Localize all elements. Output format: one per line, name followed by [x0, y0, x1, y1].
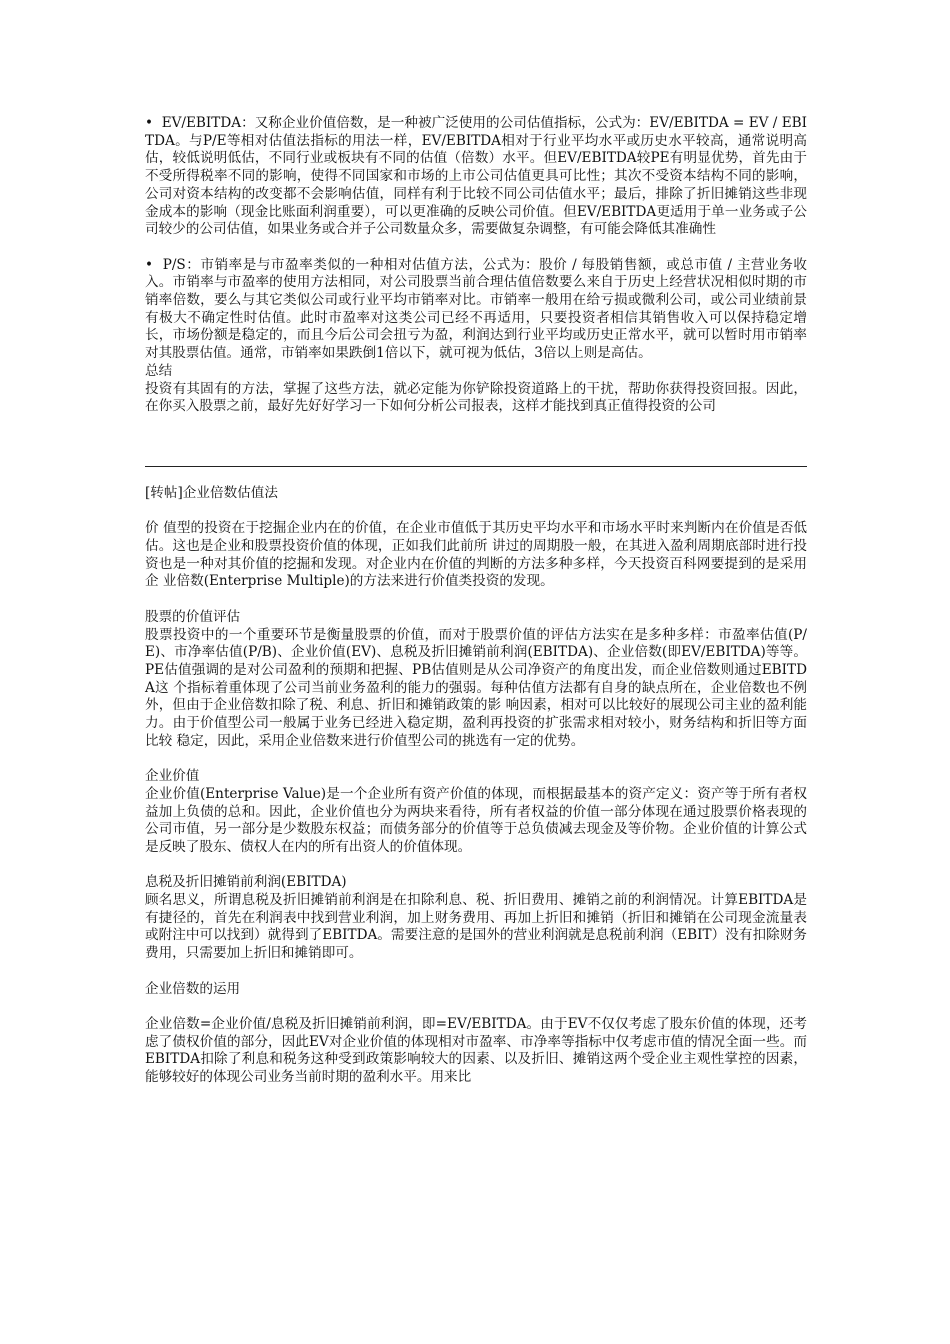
section-heading-enterprise-value: 企业价值 — [145, 768, 200, 785]
section-body-enterprise-value: 企业价值(Enterprise Value)是一个企业所有资产价值的体现，而根据最基本的资产定义：资产等于所有者权益加上负债的总和。因此，企业价值也分为两块来看待，所有者权益的价值一部分体现在通过股票价格表现的公司市值，另一部分是少数股东权益；而债务部分的价值等于总负债减去现金及等价物。企业价值的计算公式是反映了股东、债权人在内的所有出资人的价值体现。 — [145, 785, 807, 855]
section-heading-ebitda: 息税及折旧摊销前利润(EBITDA) — [145, 874, 347, 891]
section-heading-stock-valuation: 股票的价值评估 — [145, 608, 241, 625]
section-body-stock-valuation: 股票投资中的一个重要环节是衡量股票的价值，而对于股票价值的评估方法实在是多种多样：市盈率估值(P/E)、市净率估值(P/B)、企业价值(EV)、息税及折旧摊销前利润(EBITDA)、企业倍数(即EV/EBITDA)等等。PE估值强调的是对公司盈利的预期和把握、PB估值则是从公司净资产的角度出发，而企业倍数则通过EBITDA这 个指标着重体现了公司当前业务盈利的能力的强弱。每种估值方法都有自身的缺点所在，企业倍数也不例外，但由于企业倍数扣除了税、利息、折旧和摊销政策的影 响因素，相对可以比较好的展现公司主业的盈利能力。由于价值型公司一般属于业务已经进入稳定期，盈利再投资的扩张需求相对较小，财务结构和折旧等方面比较 稳定，因此，采用企业倍数来进行价值型公司的挑选有一定的优势。 — [145, 626, 807, 749]
article-title: [转帖]企业倍数估值法 — [145, 484, 278, 501]
summary-title: 总结 — [145, 362, 173, 379]
article-intro: 价 值型的投资在于挖掘企业内在的价值，在企业市值低于其历史平均水平和市场水平时来判断内在价值是否低估。这也是企业和股票投资价值的体现，正如我们此前所 讲过的周期股一般，在其进入盈利周期底部时进行投资也是一种对其价值的挖掘和发现。对企业内在价值的判断的方法多种多样，今天投资百科网要提到的是采用企 业倍数(Enterprise Multiple)的方法来进行价值类投资的发现。 — [145, 520, 807, 590]
summary-body: 投资有其固有的方法，掌握了这些方法，就必定能为你铲除投资道路上的干扰，帮助你获得投资回报。因此，在你买入股票之前，最好先好好学习一下如何分析公司报表，这样才能找到真正值得投资的公司 — [145, 380, 807, 415]
section-divider — [145, 466, 807, 467]
document-page — [145, 115, 807, 1087]
section-body-multiple-usage: 企业倍数=企业价值/息税及折旧摊销前利润，即=EV/EBITDA。由于EV不仅仅考虑了股东价值的体现，还考虑了债权价值的部分，因此EV对企业价值的体现相对市盈率、市净率等指标中仅考虑市值的情况全面一些。而EBITDA扣除了利息和税务这种受到政策影响较大的因素、以及折旧、摊销这两个受企业主观性掌控的因素，能够较好的体现公司业务当前时期的盈利水平。用来比 — [145, 1015, 807, 1086]
bullet-ev-ebitda: • EV/EBITDA：又称企业价值倍数，是一种被广泛使用的公司估值指标，公式为：EV/EBITDA = EV / EBITDA。与P/E等相对估值法指标的用法一样，EV/EBITDA相对于行业平均水平或历史水平较高，通常说明高估，较低说明低估，不同行业或板块有不同的估值（倍数）水平。但EV/EBITDA较PE有明显优势，首先由于不受所得税率不同的影响，使得不同国家和市场的上市公司估值更具可比性；其次不受资本结构不同的影响，公司对资本结构的改变都不会影响估值，同样有利于比较不同公司估值水平；最后，排除了折旧摊销这些非现金成本的影响（现金比账面利润重要），可以更准确的反映公司价值。但EV/EBITDA更适用于单一业务或子公司较少的公司估值，如果业务或合并子公司数量众多，需要做复杂调整，有可能会降低其准确性 — [145, 115, 807, 239]
section-heading-multiple-usage: 企业倍数的运用 — [145, 980, 241, 997]
section-body-ebitda: 顾名思义，所谓息税及折旧摊销前利润是在扣除利息、税、折旧费用、摊销之前的利润情况。计算EBITDA是有捷径的，首先在利润表中找到营业利润，加上财务费用、再加上折旧和摊销（折旧和摊销在公司现金流量表或附注中可以找到）就得到了EBITDA。需要注意的是国外的营业利润就是息税前利润（EBIT）没有扣除财务费用，只需要加上折旧和摊销即可。 — [145, 892, 807, 962]
bullet-ps: • P/S：市销率是与市盈率类似的一种相对估值方法，公式为：股价 / 每股销售额，或总市值 / 主营业务收入。市销率与市盈率的使用方法相同，对公司股票当前合理估值倍数要么来自于历史上经营状况相似时期的市销率倍数，要么与其它类似公司或行业平均市销率对比。市销率一般用在给亏损或微利公司，或公司业绩前景有极大不确定性时估值。此时市盈率对这类公司已经不再适用，只要投资者相信其销售收入可以保持稳定增长，市场份额是稳定的，而且今后公司会扭亏为盈，利润达到行业平均或历史正常水平，就可以暂时用市销率对其股票估值。通常，市销率如果跌倒1倍以下，就可视为低估，3倍以上则是高估。 — [145, 257, 807, 363]
